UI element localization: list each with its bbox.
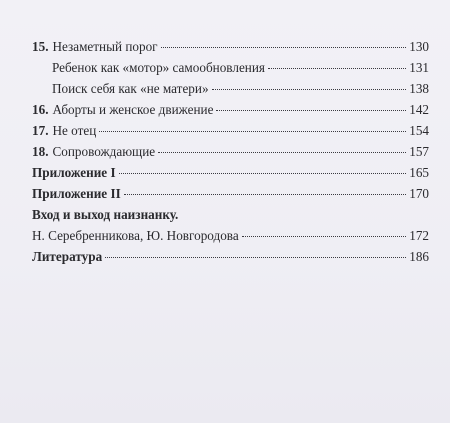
table-of-contents [32, 36, 429, 267]
chapter-title: Незаметный порог [52, 39, 158, 54]
chapter-number: 18. [32, 144, 49, 159]
essay-authors: Н. Серебренникова, Ю. Новгородова [32, 228, 239, 243]
page-number: 170 [409, 186, 429, 201]
toc-entry-chapter-15 [32, 36, 429, 57]
page-number: 138 [409, 81, 429, 96]
toc-entry-chapter-17 [32, 120, 429, 141]
dot-leader [212, 89, 407, 90]
page-number: 186 [409, 249, 429, 264]
chapter-title: Сопровождающие [52, 144, 156, 159]
subsection-title: Ребенок как «мотор» самообновления [52, 60, 265, 75]
dot-leader [216, 110, 406, 111]
chapter-number: 17. [32, 123, 49, 138]
chapter-title: Аборты и женское движение [52, 102, 214, 117]
chapter-number: 15. [32, 39, 49, 54]
page-number: 154 [409, 123, 429, 138]
toc-entry-appendix-2 [32, 183, 429, 204]
dot-leader [242, 236, 407, 237]
dot-leader [105, 257, 406, 258]
toc-entry-literature [32, 246, 429, 267]
literature-title: Литература [32, 249, 103, 264]
chapter-title: Не отец [52, 123, 97, 138]
toc-entry-subsection [32, 78, 429, 99]
page-number: 142 [409, 102, 429, 117]
toc-entry-chapter-16 [32, 99, 429, 120]
page-number: 130 [409, 39, 429, 54]
toc-entry-essay-authors [32, 225, 429, 246]
dot-leader [124, 194, 407, 195]
toc-entry-chapter-18 [32, 141, 429, 162]
subsection-title: Поиск себя как «не матери» [52, 81, 209, 96]
page-number: 131 [409, 60, 429, 75]
page-number: 165 [409, 165, 429, 180]
dot-leader [99, 131, 406, 132]
page-number: 172 [409, 228, 429, 243]
page-number: 157 [409, 144, 429, 159]
dot-leader [268, 68, 406, 69]
dot-leader [161, 47, 407, 48]
dot-leader [158, 152, 406, 153]
appendix-title: Приложение II [32, 186, 121, 201]
toc-entry-subsection [32, 57, 429, 78]
appendix-title: Приложение I [32, 165, 116, 180]
dot-leader [119, 173, 407, 174]
toc-entry-appendix-1 [32, 162, 429, 183]
essay-title: Вход и выход наизнанку. [32, 207, 179, 222]
chapter-number: 16. [32, 102, 49, 117]
